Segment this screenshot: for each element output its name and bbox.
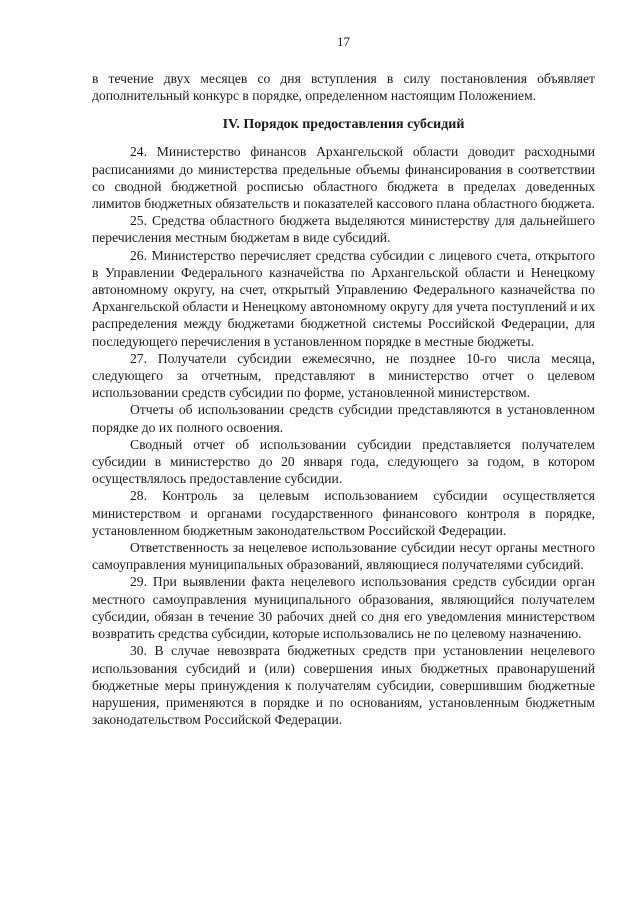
paragraph-responsibility: Ответственность за нецелевое использование субсидии несут органы местного самоуправления муниципальных образований, являющиеся получателями субсидий. — [92, 540, 595, 573]
paragraph-28: 28. Контроль за целевым использованием субсидии осуществляется министерством и органами государственного финансового контроля в порядке, установленном бюджетным законодательством Российской Федерации. — [92, 488, 595, 538]
paragraph-27: 27. Получатели субсидии ежемесячно, не позднее 10-го числа месяца, следующего за отчетным, представляют в министерство отчет о целевом использовании средств субсидии по форме, установленной министерством. — [92, 350, 595, 401]
paragraph-26: 26. Министерство перечисляет средства субсидии с лицевого счета, открытого в Управлении Федерального казначейства по Архангельской области и Ненецкому автономному округу, на счет, открытый Управлению Федерального казначейства по Архангельской области и Ненецкому автономному округу для учета поступлений и их распределения между бюджетами бюджетной системы Российской Федерации, для последующего перечисления в установленном порядке в местные бюджеты. — [92, 247, 595, 349]
section-heading: IV. Порядок предоставления субсидий — [222, 117, 465, 133]
page-number: 17 — [337, 34, 350, 49]
paragraph-summary-report: Сводный отчет об использовании субсидии представляется получателем субсидии в министерство до 20 января года, следующего за годом, в котором осуществлялось предоставление субсидии. — [92, 436, 595, 487]
paragraph-24: 24. Министерство финансов Архангельской области доводит расходными расписаниями до министерства предельные объемы финансирования в соответствии со сводной бюджетной росписью областного бюджета в пределах доведенных лимитов бюджетных обязательств и показателей кассового плана областного бюджета. — [92, 144, 595, 212]
paragraph-25: 25. Средства областного бюджета выделяются министерству для дальнейшего перечисления местным бюджетам в виде субсидий. — [92, 213, 595, 246]
paragraph-29: 29. При выявлении факта нецелевого использования средств субсидии орган местного самоуправления муниципального образования, являющийся получателем субсидии, обязан в течение 30 рабочих дней со дня его уведомления министерством возвратить средства субсидии, которые использовались не по целевому назначению. — [92, 574, 595, 642]
paragraph-reports: Отчеты об использовании средств субсидии представляются в установленном порядке до их полного освоения. — [92, 402, 595, 435]
paragraph-30: 30. В случае невозврата бюджетных средств при установлении нецелевого использования субсидий и (или) совершения иных бюджетных правонарушений бюджетные меры принуждения к получателям субсидии, совершившим бюджетные нарушения, применяются в порядке и по основаниям, установленным бюджетным законодательством Российской Федерации. — [92, 643, 595, 728]
continuation-paragraph: в течение двух месяцев со дня вступления в силу постановления объявляет дополнительный конкурс в порядке, определенном настоящим Положением. — [92, 71, 595, 104]
document-page — [92, 34, 595, 728]
